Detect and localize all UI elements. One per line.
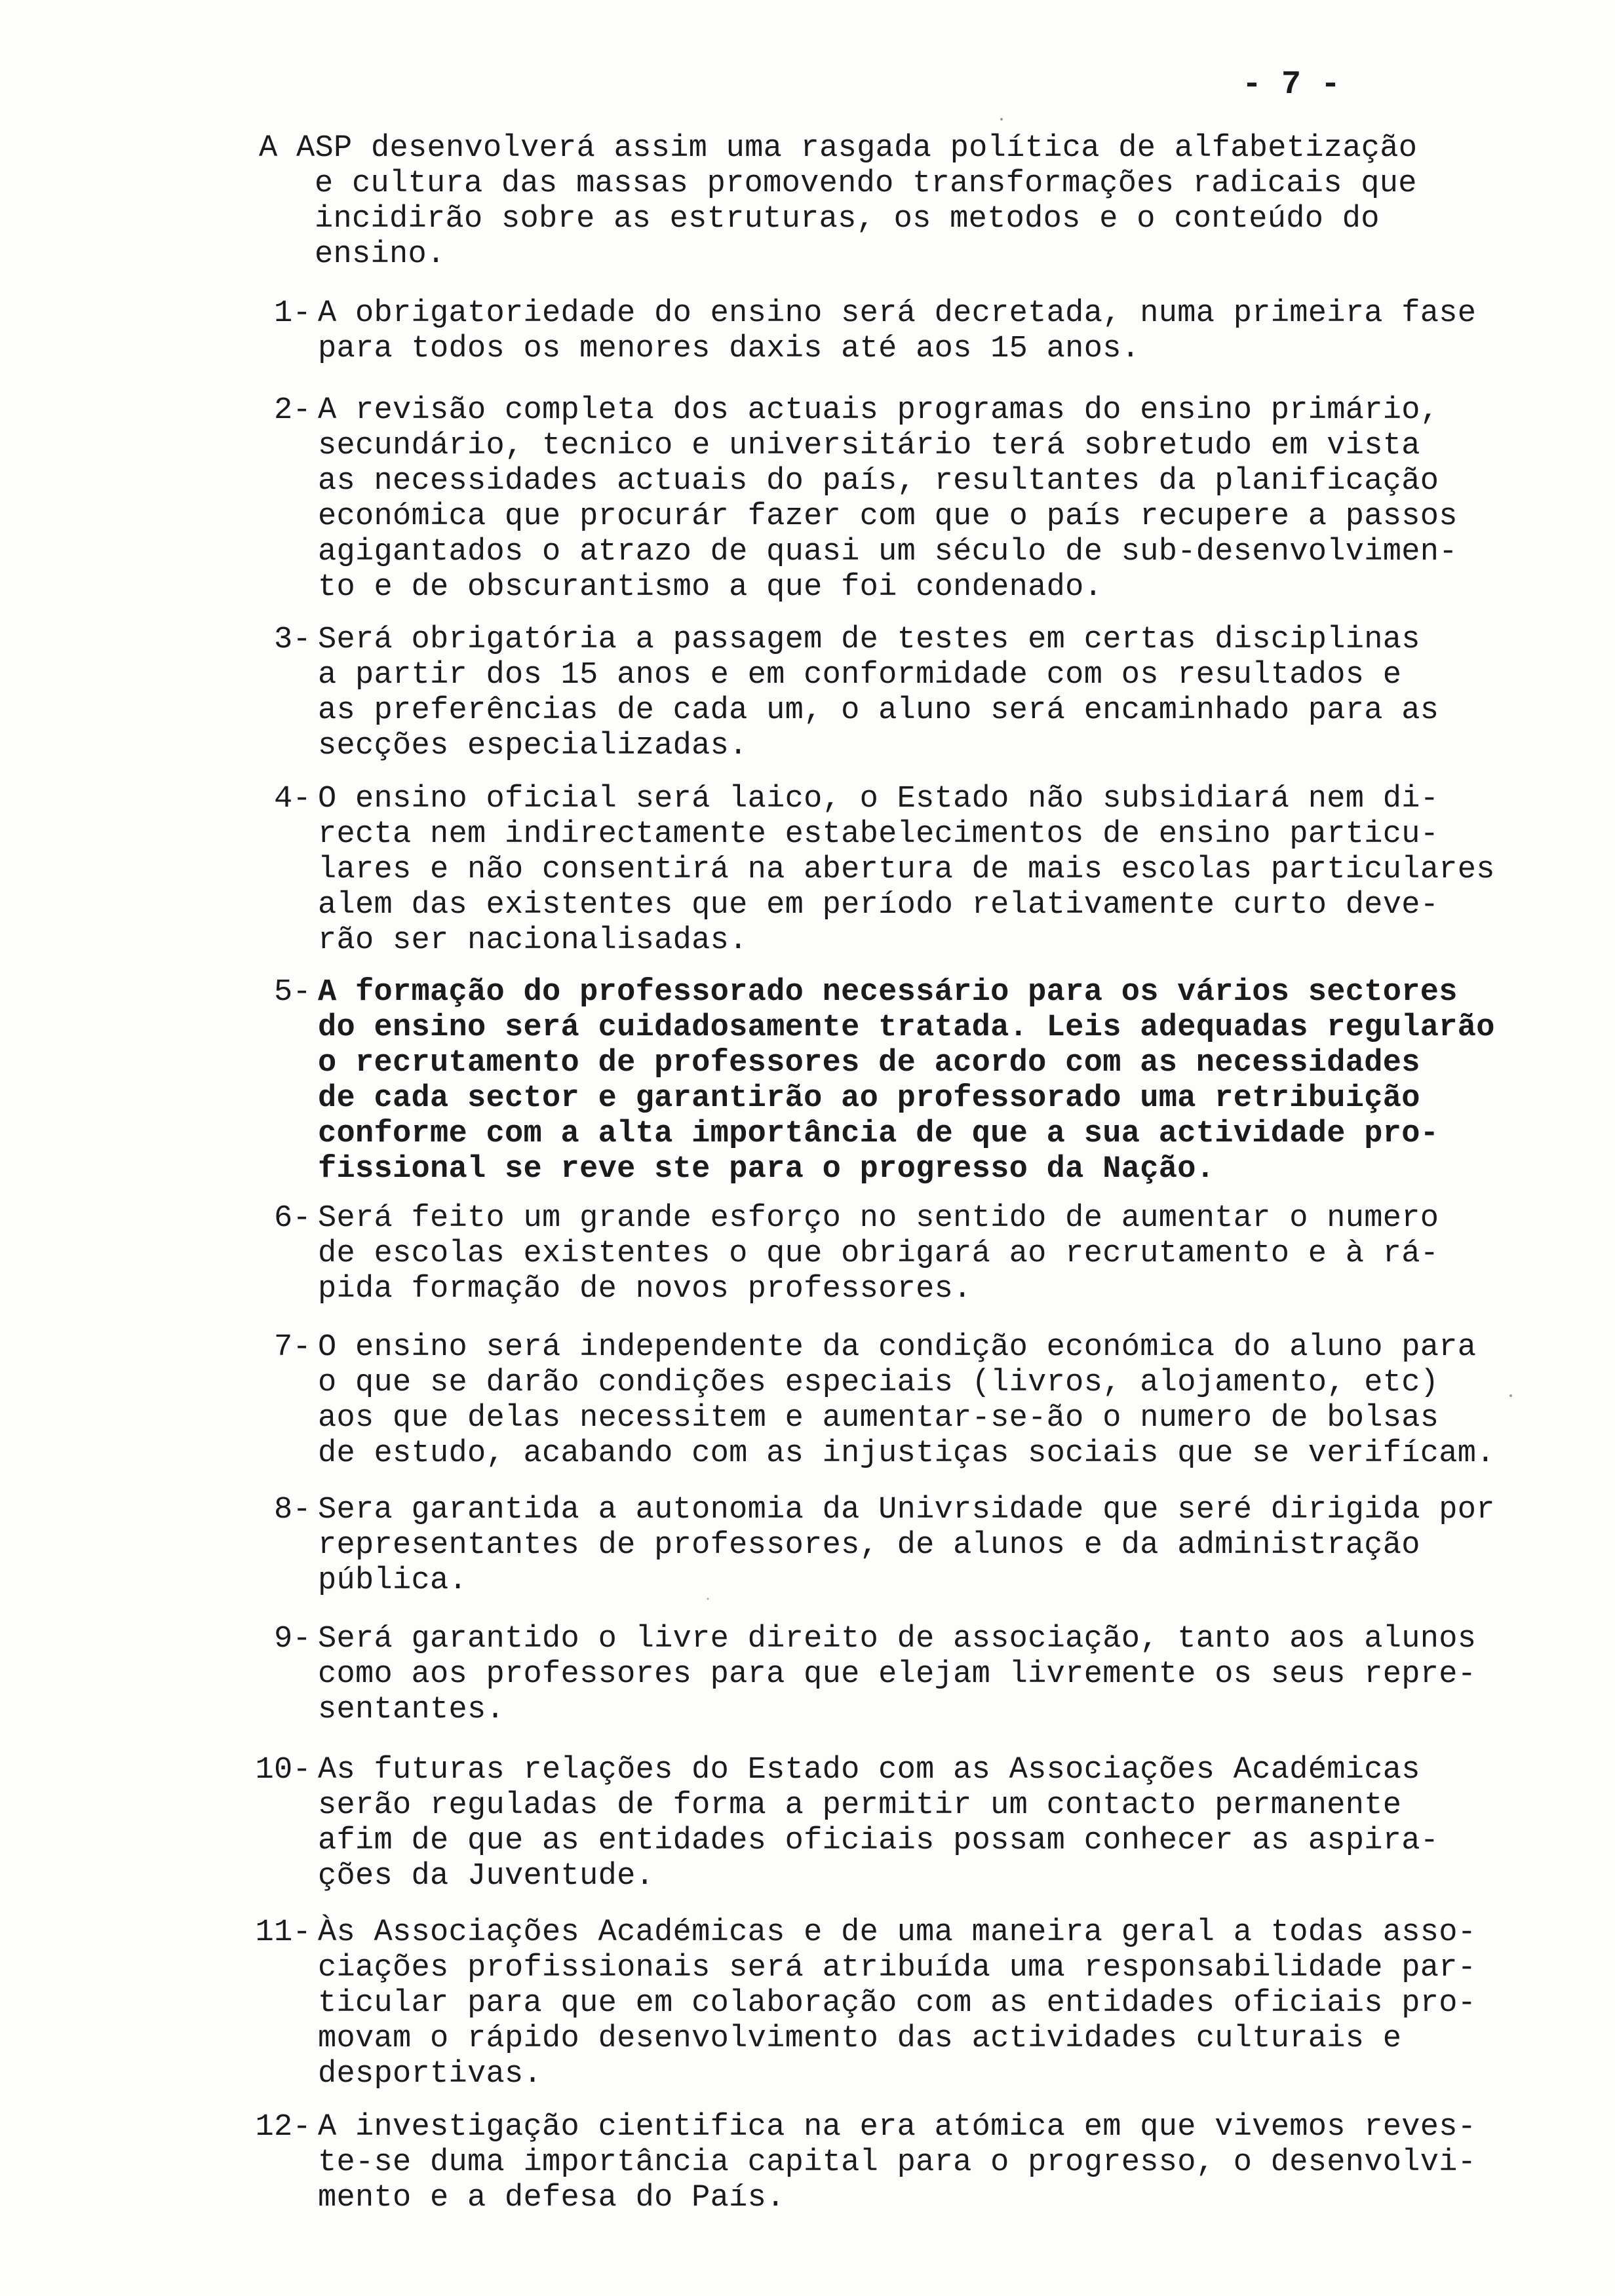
item-number: 9-: [273, 1622, 311, 1656]
list-item-1: [233, 296, 1563, 367]
item-number: 5-: [273, 975, 311, 1010]
list-item-8: [233, 1493, 1563, 1599]
list-item-6: [233, 1201, 1563, 1307]
item-text: Sera garantida a autonomia da Univrsidade que seré dirigida por representantes de professores, de alunos e da administração pública.: [318, 1493, 1495, 1598]
item-text: A obrigatoriedade do ensino será decretada, numa primeira fase para todos os menores daxis até aos 15 anos.: [318, 296, 1477, 366]
item-text: Será feito um grande esforço no sentido de aumentar o numero de escolas existentes o que obrigará ao recrutamento e à rá- pida formação de novos professores.: [318, 1201, 1439, 1307]
list-item-3: [233, 622, 1563, 764]
list-item-4: [233, 782, 1563, 959]
item-number: 11-: [255, 1915, 311, 1950]
list-item-7: [233, 1330, 1563, 1472]
item-number: 7-: [273, 1330, 311, 1365]
list-item-5: [233, 975, 1563, 1187]
item-text: Será obrigatória a passagem de testes em certas disciplinas a partir dos 15 anos e em conformidade com os resultados e as preferências de cada um, o aluno será encaminhado para as secções especializadas.: [318, 622, 1439, 763]
item-number: 10-: [255, 1753, 311, 1788]
item-number: 6-: [273, 1201, 311, 1236]
item-number: 12-: [255, 2110, 311, 2145]
item-text: O ensino será independente da condição económica do aluno para o que se darão condições especiais (livros, alojamento, etc) aos que delas necessitem e aumentar-se-ão o numero de bolsas de estudo, acabando com as injustiças sociais que se verifícam.: [318, 1330, 1495, 1471]
intro-paragraph: A ASP desenvolverá assim uma rasgada política de alfabetização e cultura das massas promovendo transformações radicais que incidirão sobre as estruturas, os metodos e o conteúdo do ensino.: [259, 131, 1418, 272]
item-number: 2-: [273, 393, 311, 428]
item-text: A investigação cientifica na era atómica em que vivemos reves- te-se duma importância capital para o progresso, o desenvolvi- mento e a defesa do País.: [318, 2110, 1477, 2215]
item-text: A formação do professorado necessário para os vários sectores do ensino será cuidadosamente tratada. Leis adequadas regularão o recrutamento de professores de acordo com as necessidades de cada sector e garantirão ao professorado uma retribuição conforme com a alta importância de que a sua actividade pro- fissional se reve ste para o progresso da Nação.: [318, 975, 1495, 1187]
list-item-2: [233, 393, 1563, 605]
list-item-11: [233, 1915, 1563, 2092]
list-item-12: [233, 2110, 1563, 2216]
item-number: 3-: [273, 622, 311, 657]
list-item-9: [233, 1622, 1563, 1728]
list-item-10: [233, 1753, 1563, 1894]
item-text: As futuras relações do Estado com as Associações Académicas serão reguladas de forma a permitir um contacto permanente afim de que as entidades oficiais possam conhecer as aspira- ções da Juventude.: [318, 1753, 1439, 1894]
item-text: A revisão completa dos actuais programas do ensino primário, secundário, tecnico e universitário terá sobretudo em vista as necessidades actuais do país, resultantes da planificação económica que procurár fazer com que o país recupere a passos agigantados o atrazo de quasi um século de sub-desenvolvimen- to e de obscurantismo a que foi condenado.: [318, 393, 1458, 605]
paper-speck: [1000, 118, 1003, 121]
item-number: 8-: [273, 1493, 311, 1527]
item-text: O ensino oficial será laico, o Estado não subsidiará nem di- recta nem indirectamente estabelecimentos de ensino particu- lares e não consentirá na abertura de mais escolas particulares alem das existentes que em período relativamente curto deve- rão ser nacionalisadas.: [318, 782, 1495, 958]
item-text: Às Associações Académicas e de uma maneira geral a todas asso- ciações profissionais será atribuída uma responsabilidade par- ticular para que em colaboração com as entidades oficiais pro- movam o rápido desenvolvimento das actividades culturais e desportivas.: [318, 1915, 1477, 2092]
item-number: 4-: [273, 782, 311, 816]
item-number: 1-: [273, 296, 311, 331]
page-number: - 7 -: [1242, 66, 1341, 104]
item-text: Será garantido o livre direito de associação, tanto aos alunos como aos professores para que elejam livremente os seus repre- sentantes.: [318, 1622, 1477, 1727]
